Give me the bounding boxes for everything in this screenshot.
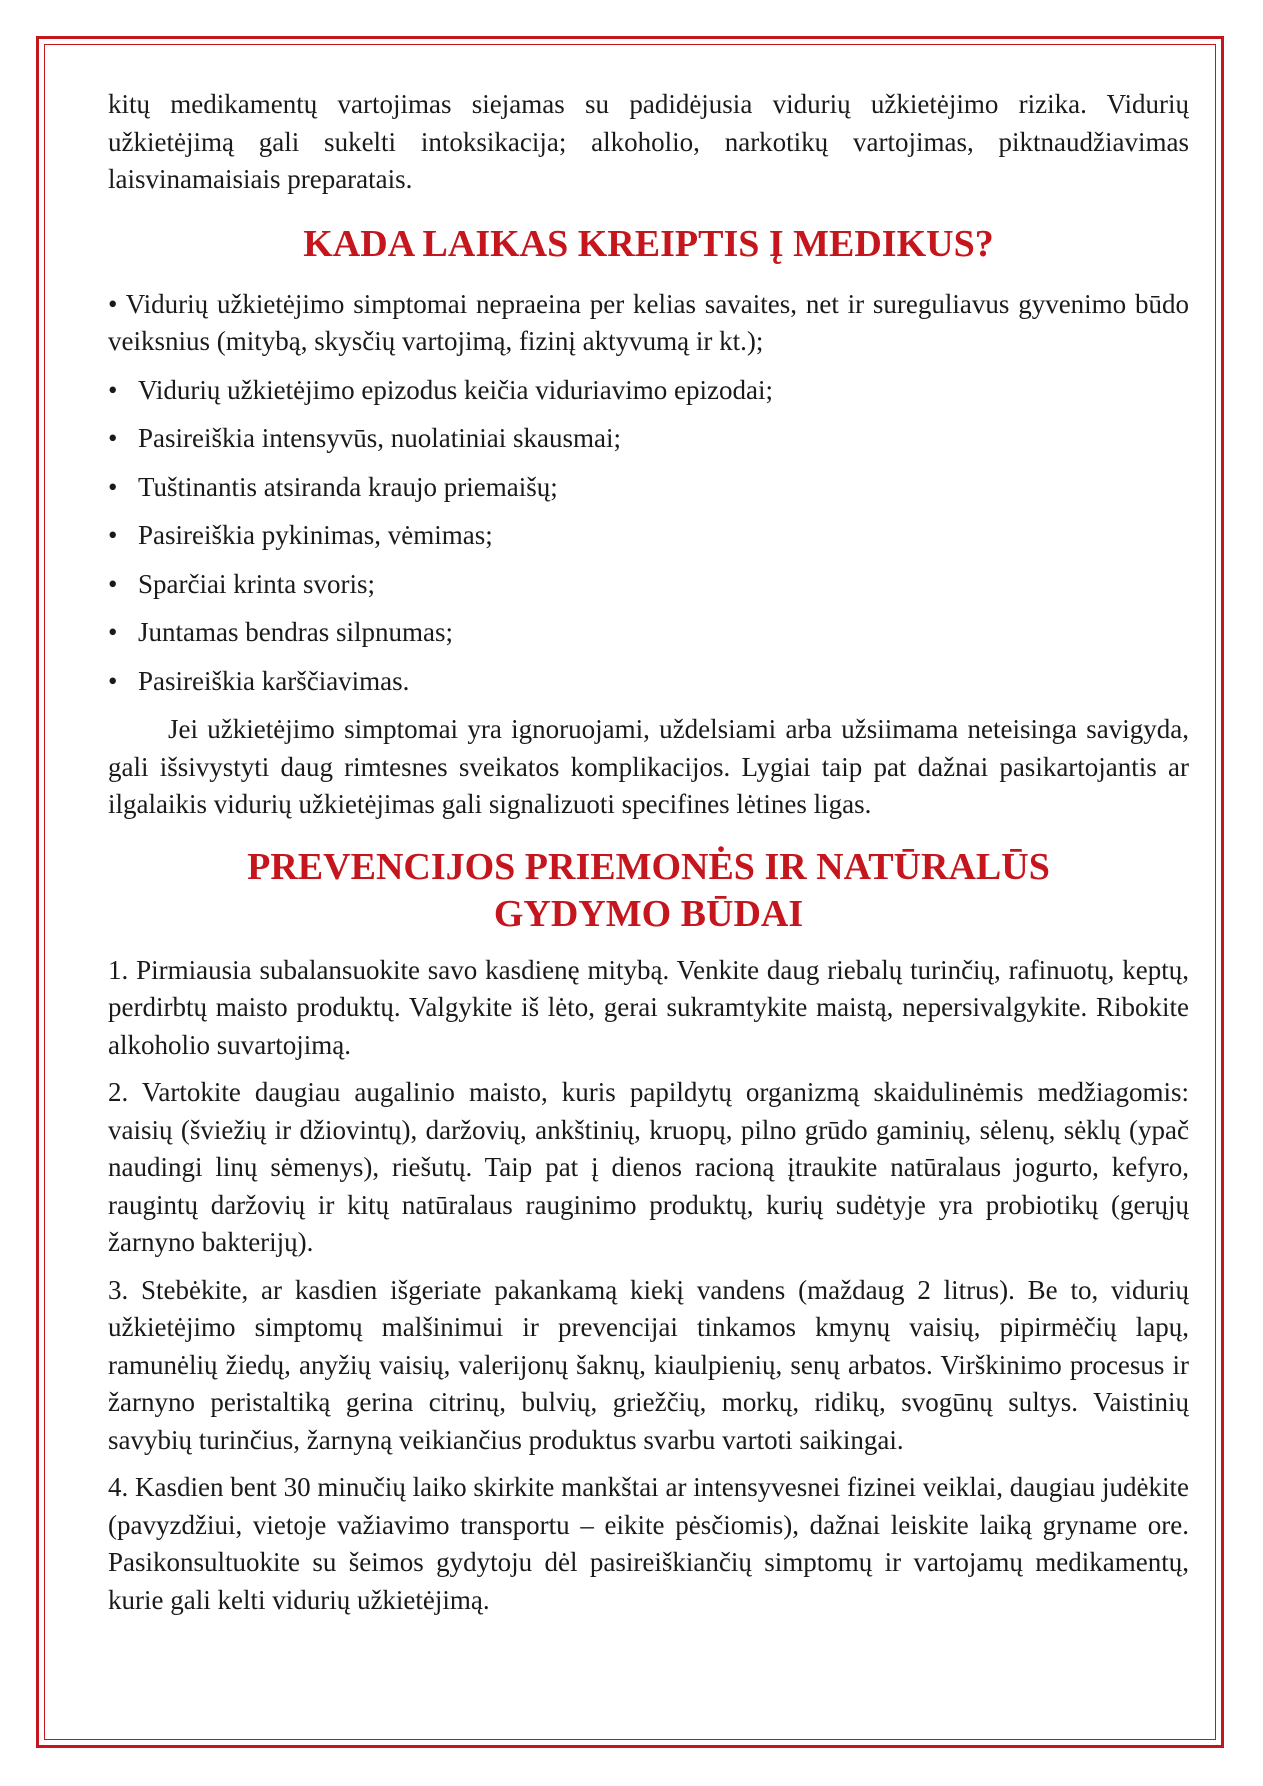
bullet-glyph: •: [108, 374, 118, 405]
list-item-text: Pasireiškia karščiavimas.: [138, 665, 410, 696]
list-item-text: Tuštinantis atsiranda kraujo priemaišų;: [138, 471, 558, 502]
section-heading-when-to-see-doctor: KADA LAIKAS KREIPTIS Į MEDIKUS?: [303, 222, 994, 265]
bullet-glyph: •: [108, 665, 118, 696]
numbered-paragraph: 2. Vartokite daugiau augalinio maisto, kuris papildytų organizmą skaidulinėmis medžiagomis: vaisių (šviežių ir džiovintų), daržovių, ankštinių, kruopų, pilno grūdo gaminių, sėlenų, sėklų (ypač naudingi linų sėmenys), riešutų. Taip pat į dienos racioną įtraukite natūralaus jogurto, kefyro, raugintų daržovių ir kitų natūralaus rauginimo produktų, kurių sudėtyje yra probiotikų (gerųjų žarnyno bakterijų).: [108, 1077, 1189, 1257]
list-item: [108, 566, 1189, 604]
list-item-text: Vidurių užkietėjimo epizodus keičia viduriavimo epizodai;: [138, 374, 773, 405]
warning-signs-list: [108, 286, 1189, 701]
list-item-text: Juntamas bendras silpnumas;: [138, 617, 453, 647]
complications-paragraph: Jei užkietėjimo simptomai yra ignoruojami, uždelsiami arba užsiimama neteisinga savigyda, gali išsivystyti daug rimtesnes sveikatos komplikacijos. Lygiai taip pat dažnai pasikartojantis ar ilgalaikis vidurių užkietėjimas gali signalizuoti specifines lėtines ligas.: [108, 714, 1189, 819]
list-item-text: Pasireiškia pykinimas, vėmimas;: [138, 520, 493, 550]
list-item-text: Pasireiškia intensyvūs, nuolatiniai skausmai;: [138, 423, 621, 453]
bullet-glyph: •: [108, 568, 118, 599]
list-item: [108, 517, 1189, 555]
list-item: • Vidurių užkietėjimo simptomai nepraeina per kelias savaites, net ir sureguliavus gyvenimo būdo veiksnius (mitybą, skysčių vartojimą, fizinį aktyvumą ir kt.);: [108, 288, 1189, 356]
list-item: [108, 372, 1189, 410]
heading-line: GYDYMO BŪDAI: [493, 892, 804, 935]
numbered-paragraph: 1. Pirmiausia subalansuokite savo kasdienę mitybą. Venkite daug riebalų turinčių, rafinuotų, keptų, perdirbtų maisto produktų. Valgykite iš lėto, gerai sukramtykite maistą, nepersivalgykite. Ribokite alkoholio suvartojimą.: [108, 954, 1189, 1060]
bullet-glyph: •: [108, 617, 118, 647]
intro-paragraph: kitų medikamentų vartojimas siejamas su padidėjusia vidurių užkietėjimo rizika. Vidurių užkietėjimą gali sukelti intoksikacija; alkoholio, narkotikų vartojimas, piktnaudžiavimas laisvinamaisiais preparatais.: [108, 89, 1189, 194]
list-item: [108, 469, 1189, 507]
list-item: [108, 614, 1189, 652]
list-item: [108, 420, 1189, 458]
bullet-glyph: •: [108, 520, 118, 550]
section-heading-prevention: [108, 844, 1189, 938]
document-body: [108, 86, 1189, 1629]
list-item-text: Sparčiai krinta svoris;: [138, 568, 375, 599]
heading-line: PREVENCIJOS PRIEMONĖS IR NATŪRALŪS: [247, 845, 1050, 888]
bullet-glyph: •: [108, 471, 118, 502]
bullet-glyph: •: [108, 423, 118, 453]
list-item: [108, 663, 1189, 701]
numbered-paragraph: 3. Stebėkite, ar kasdien išgeriate pakankamą kiekį vandens (maždaug 2 litrus). Be to, vidurių užkietėjimo simptomų malšinimui ir prevencijai tinkamos kmynų vaisių, pipirmėčių lapų, ramunėlių žiedų, anyžių vaisių, valerijonų šaknų, kiaulpienių, senų arbatos. Virškinimo procesus ir žarnyno peristaltiką gerina citrinų, bulvių, griežčių, morkų, ridikų, svogūnų sultys. Vaistinių savybių turinčius, žarnyną veikiančius produktus svarbu vartoti saikingai.: [108, 1274, 1189, 1455]
numbered-paragraph: 4. Kasdien bent 30 minučių laiko skirkite mankštai ar intensyvesnei fizinei veiklai, daugiau judėkite (pavyzdžiui, vietoje važiavimo transportu – eikite pėsčiomis), dažnai leiskite laiką gryname ore. Pasikonsultuokite su šeimos gydytoju dėl pasireiškiančių simptomų ir vartojamų medikamentų, kurie gali kelti vidurių užkietėjimą.: [108, 1472, 1189, 1615]
